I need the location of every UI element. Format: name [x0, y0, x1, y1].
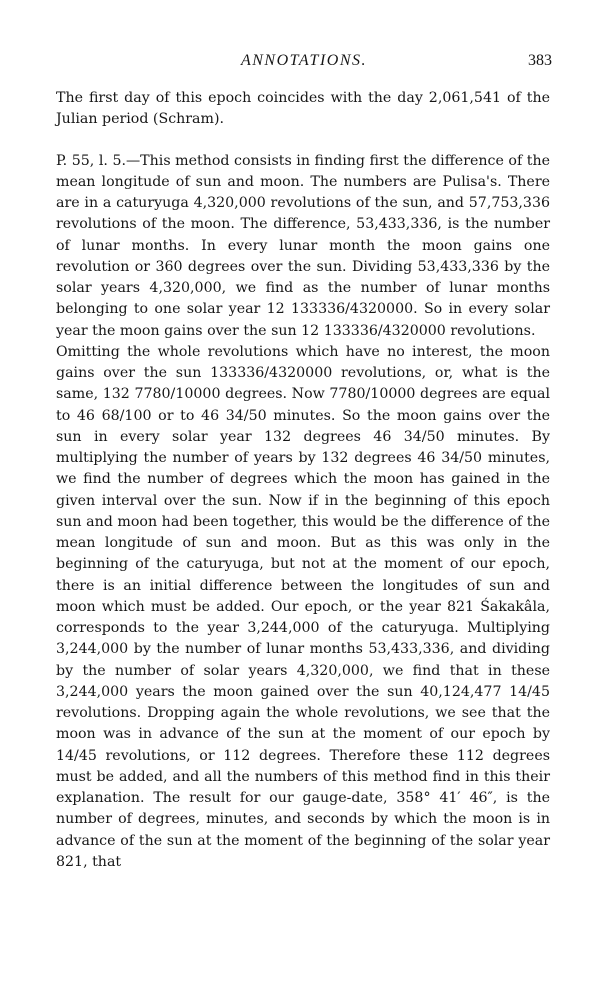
- running-head: [56, 52, 552, 76]
- running-title: ANNOTATIONS.: [240, 52, 367, 69]
- body-text: [56, 88, 550, 873]
- paragraph-julian-period: The first day of this epoch coincides with the day 2,061,541 of the Julian period (Schram).: [56, 90, 550, 128]
- paragraph-revolutions: Omitting the whole revolutions which have no interest, the moon gains over the sun 133336/4320000 revolutions, or, what is the same, 132 7780/10000 degrees. Now 7780/10000 degrees are equal to 46 68/100 or to 46 34/50 minutes. So the moon gains over the sun in every solar year 132 degrees 46 34/50 minutes. By multiplying the number of years by 132 degrees 46 34/50 minutes, we find the number of degrees which the moon has gained in the given interval over the sun. Now if in the beginning of this epoch sun and moon had been together, this would be the difference of the mean longitude of sun and moon. But as this was only in the beginning of the caturyuga, but not at the moment of our epoch, there is an initial difference between the longitudes of sun and moon which must be added. Our epoch, or the year 821 Śakakâla, corresponds to the year 3,244,000 of the caturyuga. Multiplying 3,244,000 by the number of lunar months 53,433,336, and dividing by the number of solar years 4,320,000, we find that in these 3,244,000 years the moon gained over the sun 40,124,477 14/45 revolutions. Dropping again the whole revolutions, we see that the moon was in advance of the sun at the moment of our epoch by 14/45 revolutions, or 112 degrees. Therefore these 112 degrees must be added, and all the numbers of this method find in this their explanation. The result for our gauge-date, 358° 41′ 46″, is the number of degrees, minutes, and seconds by which the moon is in advance of the sun at the moment of the beginning of the solar year 821, that: [56, 343, 550, 870]
- paragraph-method: P. 55, l. 5.—This method consists in finding first the difference of the mean longitude of sun and moon. The numbers are Pulisa's. There are in a caturyuga 4,320,000 revolutions of the sun, and 57,753,336 revolutions of the moon. The difference, 53,433,336, is the number of lunar months. In every lunar month the moon gains one revolution or 360 degrees over the sun. Dividing 53,433,336 by the solar years 4,320,000, we find as the number of lunar months belonging to one solar year 12 133336/4320000. So in every solar year the moon gains over the sun 12 133336/4320000 revolutions.: [56, 152, 550, 339]
- page-number: 383: [528, 52, 552, 69]
